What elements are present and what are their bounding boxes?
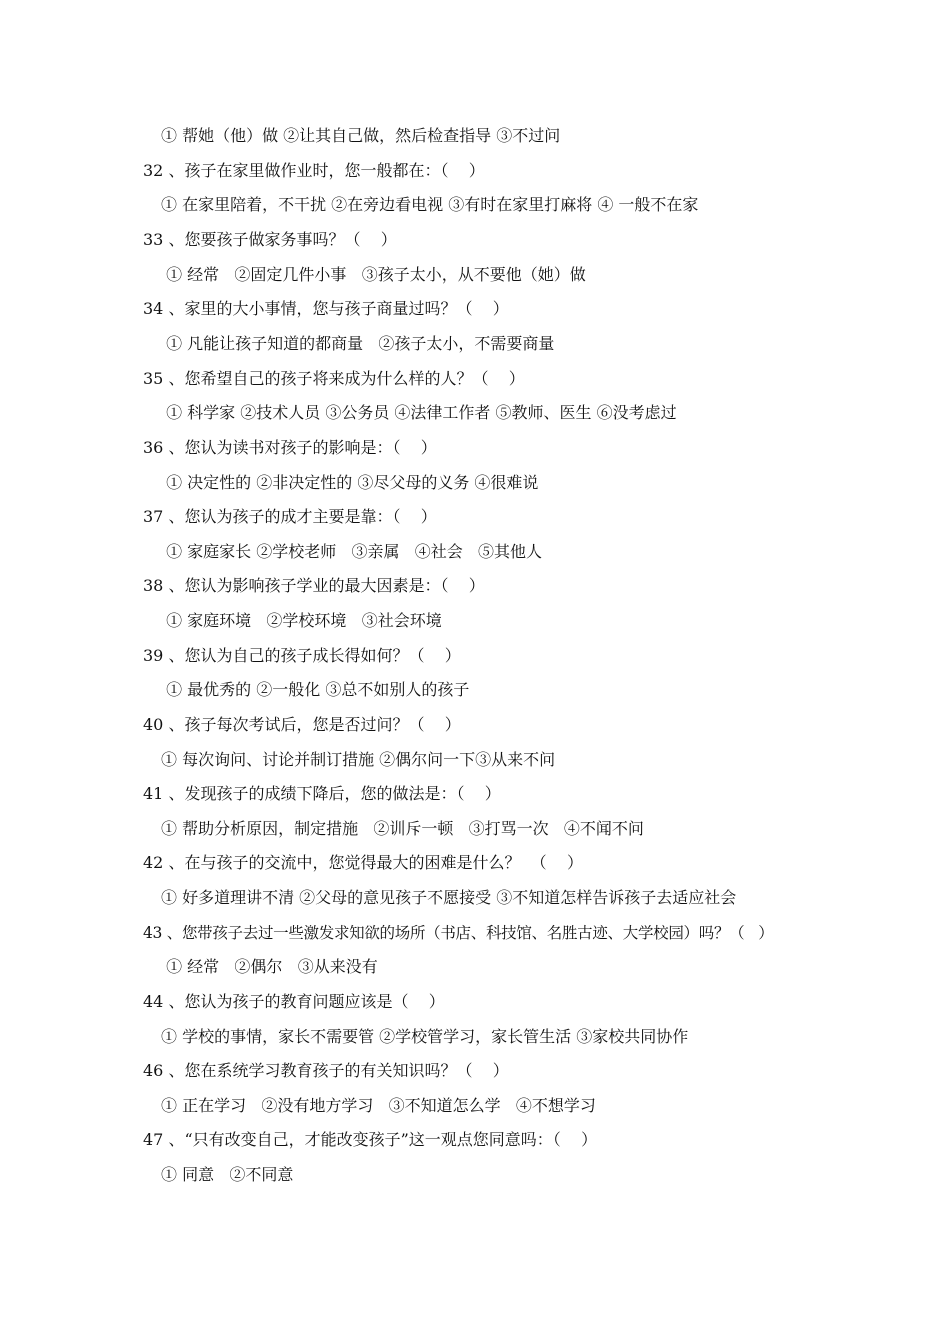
question-35: 35 、您希望自己的孩子将来成为什么样的人？（ ） <box>143 369 525 388</box>
answer-options: ① 经常 ②固定几件小事 ③孩子太小，从不要他（她）做 <box>161 265 586 284</box>
question-46: 46 、您在系统学习教育孩子的有关知识吗？（ ） <box>143 1061 509 1080</box>
answer-options: ① 好多道理讲不清 ②父母的意见孩子不愿接受 ③不知道怎样告诉孩子去适应社会 <box>161 888 737 907</box>
answer-options: ① 经常 ②偶尔 ③从来没有 <box>161 957 378 976</box>
answer-options: ① 在家里陪着，不干扰 ②在旁边看电视 ③有时在家里打麻将 ④ 一般不在家 <box>161 195 699 214</box>
question-44: 44 、您认为孩子的教育问题应该是（ ） <box>143 992 445 1011</box>
answer-options: ① 决定性的 ②非决定性的 ③尽父母的义务 ④很难说 <box>161 473 539 492</box>
answer-options: ① 科学家 ②技术人员 ③公务员 ④法律工作者 ⑤教师、医生 ⑥没考虑过 <box>161 403 677 422</box>
answer-options: ① 家庭环境 ②学校环境 ③社会环境 <box>161 611 442 630</box>
answer-options: ① 每次询问、讨论并制订措施 ②偶尔问一下③从来不问 <box>161 750 556 769</box>
question-34: 34 、家里的大小事情，您与孩子商量过吗？（ ） <box>143 299 509 318</box>
answer-options: ① 帮她（他）做 ②让其自己做，然后检查指导 ③不过问 <box>161 126 561 145</box>
answer-options: ① 凡能让孩子知道的都商量 ②孩子太小，不需要商量 <box>161 334 555 353</box>
question-42: 42 、在与孩子的交流中，您觉得最大的困难是什么？ （ ） <box>143 853 583 872</box>
question-32: 32 、孩子在家里做作业时，您一般都在：（ ） <box>143 161 485 180</box>
question-43: 43 、您带孩子去过一些激发求知欲的场所（书店、科技馆、名胜古迹、大学校园）吗？（ ） <box>143 924 774 942</box>
question-37: 37 、您认为孩子的成才主要是靠：（ ） <box>143 507 437 526</box>
question-41: 41 、发现孩子的成绩下降后，您的做法是：（ ） <box>143 784 501 803</box>
answer-options: ① 同意 ②不同意 <box>161 1165 294 1184</box>
answer-options: ① 正在学习 ②没有地方学习 ③不知道怎么学 ④不想学习 <box>161 1096 596 1115</box>
answer-options: ① 学校的事情，家长不需要管 ②学校管学习，家长管生活 ③家校共同协作 <box>161 1027 689 1046</box>
answer-options: ① 家庭家长 ②学校老师 ③亲属 ④社会 ⑤其他人 <box>161 542 543 561</box>
question-36: 36 、您认为读书对孩子的影响是：（ ） <box>143 438 437 457</box>
answer-options: ① 最优秀的 ②一般化 ③总不如别人的孩子 <box>161 680 470 699</box>
question-39: 39 、您认为自己的孩子成长得如何？（ ） <box>143 646 461 665</box>
question-40: 40 、孩子每次考试后，您是否过问？（ ） <box>143 715 461 734</box>
answer-options: ① 帮助分析原因，制定措施 ②训斥一顿 ③打骂一次 ④不闻不问 <box>161 819 644 838</box>
question-38: 38 、您认为影响孩子学业的最大因素是：（ ） <box>143 576 485 595</box>
question-33: 33 、您要孩子做家务事吗？（ ） <box>143 230 397 249</box>
question-47: 47 、“只有改变自己，才能改变孩子”这一观点您同意吗：（ ） <box>143 1130 598 1149</box>
